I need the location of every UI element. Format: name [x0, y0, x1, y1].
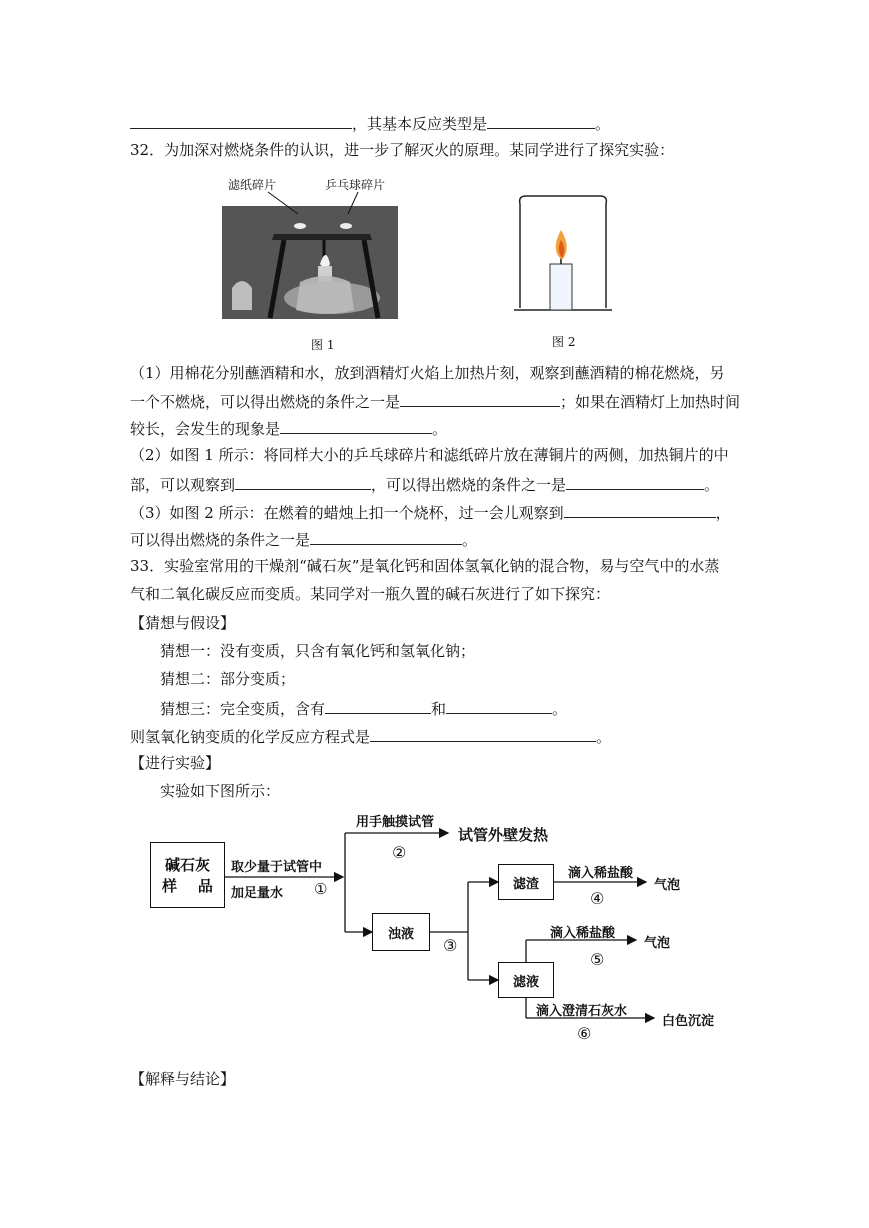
hypothesis-1: 猜想一：没有变质，只含有氧化钙和氢氧化钠； [160, 642, 476, 660]
touch-tube-label: 用手触摸试管 [356, 815, 435, 830]
hypothesis-2: 猜想二：部分变质； [160, 670, 296, 688]
text-line-reaction-type: ，其基本反应类型是 。 [130, 112, 610, 134]
bubbles-label-1: 气泡 [654, 878, 681, 893]
step-number-4: ④ [590, 889, 605, 908]
add-hcl-label-1: 滴入稀盐酸 [568, 866, 634, 881]
step-number-6: ⑥ [577, 1024, 592, 1043]
q32-part1-line1: （1）用棉花分别蘸酒精和水，放到酒精灯火焰上加热片刻，观察到蘸酒精的棉花燃烧，另 [130, 364, 725, 382]
figure-1-caption: 图 1 [311, 338, 335, 352]
step-take-label: 取少量于试管中 [231, 860, 323, 875]
flowchart-sample-box: 碱石灰 样 品 [150, 842, 225, 908]
add-limewater-label: 滴入澄清石灰水 [536, 1004, 628, 1019]
question-33-stem-line1: 33．实验室常用的干燥剂“碱石灰”是氧化钙和固体氢氧化钠的混合物，易与空气中的水蒸 [130, 557, 720, 575]
step-number-2: ② [392, 843, 407, 862]
step-number-5: ⑤ [590, 950, 605, 969]
label-pingpong-fragments: 乒乓球碎片 [325, 178, 386, 192]
heading-conclusion: 【解释与结论】 [130, 1070, 236, 1088]
flowchart-turbid-box: 浊液 [372, 913, 430, 951]
q32-part2-line2: 部，可以观察到 ，可以得出燃烧的条件之一是 。 [130, 473, 719, 495]
white-precipitate-label: 白色沉淀 [662, 1014, 715, 1029]
figure-2-caption: 图 2 [552, 335, 576, 349]
step-water-label: 加足量水 [231, 886, 284, 901]
question-33-stem-line2: 气和二氧化碳反应而变质。某同学对一瓶久置的碱石灰进行了如下探究： [130, 585, 611, 603]
q32-part3-line2: 可以得出燃烧的条件之一是 。 [130, 528, 477, 550]
equation-line: 则氢氧化钠变质的化学反应方程式是 。 [130, 725, 611, 747]
hypothesis-3: 猜想三：完全变质，含有 和 。 [160, 697, 567, 719]
flowchart-filtrate-box: 滤液 [498, 962, 554, 998]
q32-part3-line1: （3）如图 2 所示：在燃着的蜡烛上扣一个烧杯，过一会儿观察到 ， [130, 501, 731, 523]
q32-part2-line1: （2）如图 1 所示：将同样大小的乒乓球碎片和滤纸碎片放在薄铜片的两侧，加热铜片的中 [130, 446, 729, 464]
question-32-stem: 32．为加深对燃烧条件的认识，进一步了解灭火的原理。某同学进行了探究实验： [130, 141, 675, 159]
experiment-intro: 实验如下图所示： [160, 782, 281, 800]
label-filter-paper: 滤纸碎片 [228, 178, 277, 192]
add-hcl-label-2: 滴入稀盐酸 [550, 926, 616, 941]
step-number-1: ① [314, 880, 328, 898]
q32-part1-line2: 一个不燃烧，可以得出燃烧的条件之一是 ；如果在酒精灯上加热时间 [130, 390, 740, 412]
heading-hypothesis: 【猜想与假设】 [130, 614, 236, 632]
result-heat-label: 试管外壁发热 [458, 826, 549, 844]
bubbles-label-2: 气泡 [644, 936, 671, 951]
q32-part1-line3: 较长，会发生的现象是 。 [130, 417, 447, 439]
step-number-3: ③ [443, 936, 458, 955]
heading-experiment: 【进行实验】 [130, 754, 221, 772]
flowchart-residue-box: 滤渣 [498, 864, 554, 900]
